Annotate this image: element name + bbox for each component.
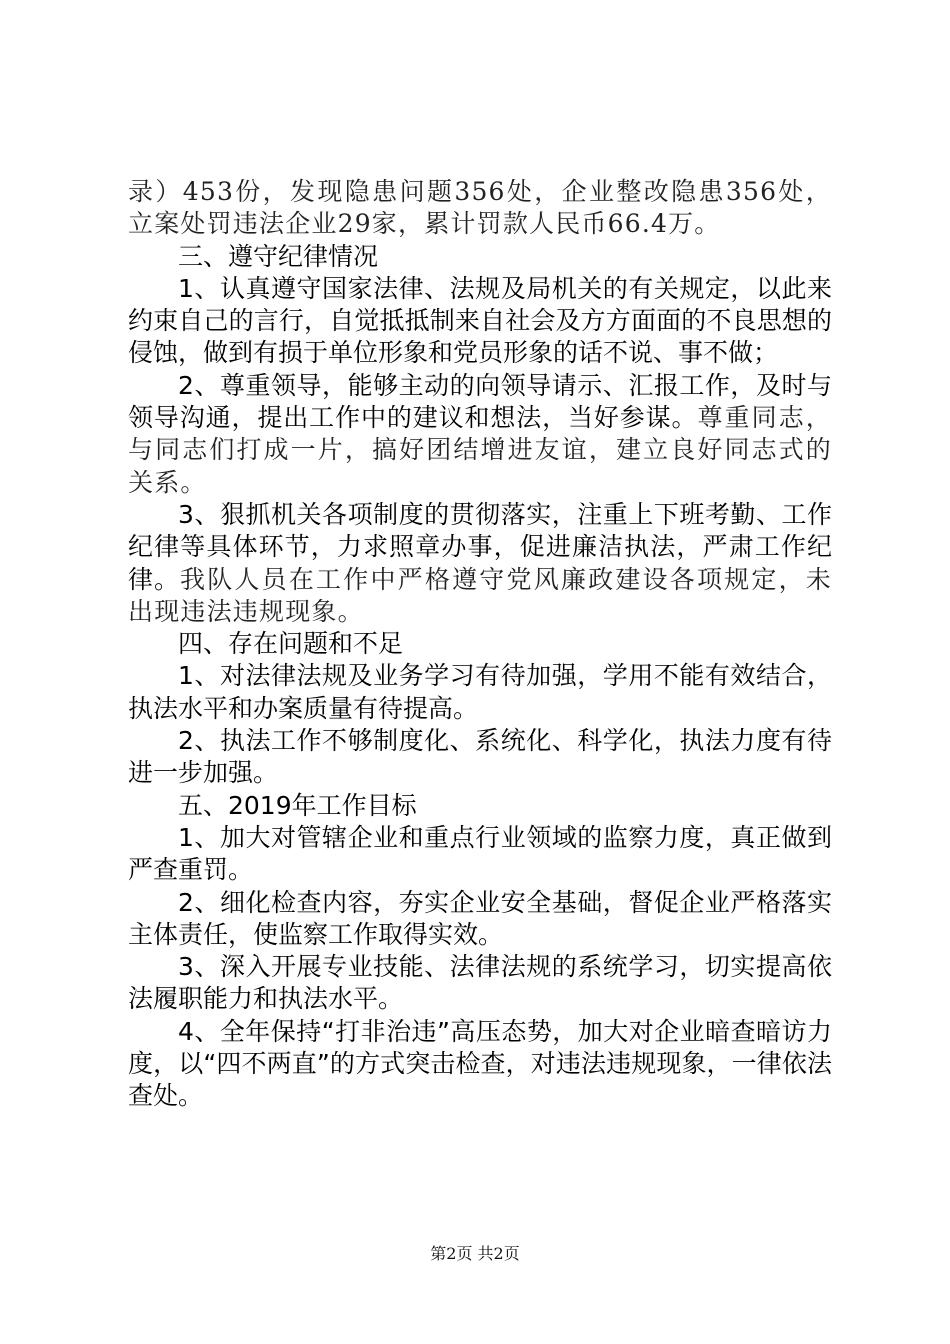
paragraph-goals-4: 4、全年保持“打非治违”高压态势，加大对企业暗查暗访力度，以“四不两直”的方式突击检查，对违法违规现象，一律依法查处。	[128, 1016, 832, 1111]
paragraph-discipline-2	[128, 370, 832, 499]
section-heading-goals: 五、2019年工作目标	[178, 790, 417, 820]
paragraph-goals-3: 3、深入开展专业技能、法律法规的系统学习，切实提高依法履职能力和执法水平。	[128, 952, 832, 1014]
document-body	[128, 176, 832, 1113]
paragraph-discipline-3	[128, 499, 832, 628]
paragraph-discipline-3-part2: 我队人员在工作中严格遵守党风廉政建设各项规定，未出现违法违规现象。	[128, 564, 832, 626]
paragraph-discipline-2-part1: 2、尊重领导，能够主动的向领导请示、汇报工作，及时与领导沟通，提出工作中的建议和想法，当好参谋。	[128, 370, 832, 433]
paragraph-discipline-3-part1: 3、狠抓机关各项制度的贯彻落实，注重上下班考勤、工作纪律等具体环节，力求照章办事，促进廉洁执法，严肃工作纪律。	[128, 499, 832, 594]
paragraph-problems-1: 1、对法律法规及业务学习有待加强，学用不能有效结合，执法水平和办案质量有待提高。	[128, 661, 832, 723]
section-heading-discipline: 三、遵守纪律情况	[178, 241, 379, 271]
paragraph-problems-2: 2、执法工作不够制度化、系统化、科学化，执法力度有待进一步加强。	[128, 726, 832, 788]
paragraph-goals-1: 1、加大对管辖企业和重点行业领域的监察力度，真正做到严查重罚。	[128, 822, 832, 885]
paragraph-discipline-2-part2: 尊重同志，与同志们打成一片，搞好团结增进友谊，建立良好同志式的关系。	[128, 403, 832, 497]
paragraph-discipline-1: 1、认真遵守国家法律、法规及局机关的有关规定，以此来约束自己的言行，自觉抵抵制来自社会及方方面面的不良思想的侵蚀，做到有损于单位形象和党员形象的话不说、事不做；	[128, 273, 832, 368]
page-footer: 第2页 共2页	[430, 1244, 520, 1263]
section-heading-problems: 四、存在问题和不足	[178, 629, 404, 659]
paragraph-goals-2: 2、细化检查内容，夯实企业安全基础，督促企业严格落实主体责任，使监察工作取得实效。	[128, 887, 832, 949]
paragraph-inspection-stats: 录）453份，发现隐患问题356处，企业整改隐患356处，立案处罚违法企业29家，累计罚款人民币66.4万。	[128, 177, 832, 239]
